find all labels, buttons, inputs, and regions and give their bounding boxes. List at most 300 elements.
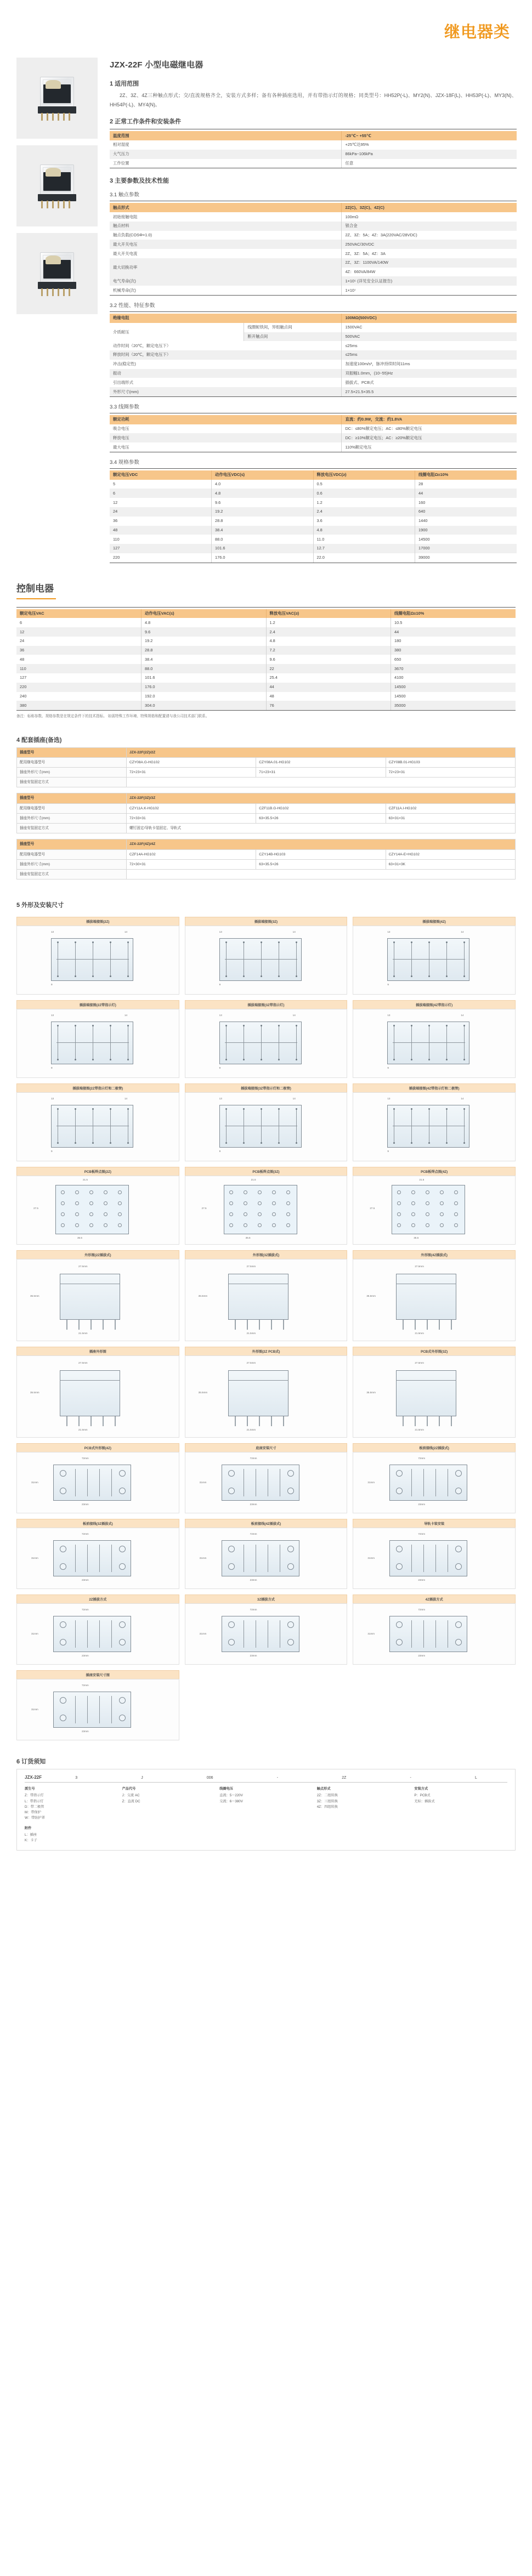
cell-value: 7.2: [266, 646, 391, 655]
dimension-drawing-caption: 4Z插拔方式: [353, 1595, 516, 1603]
cell-label: 最大电压: [110, 442, 342, 452]
cell-value: 2Z、3Z：5A；4Z：3A(220VAC/28VDC): [342, 231, 517, 240]
banner-title: 控制电器: [16, 583, 54, 594]
cell-value: 28.8: [142, 646, 267, 655]
dimension-drawing-cell: [353, 1083, 516, 1161]
cell-label: 大气压力: [110, 150, 342, 159]
dimension-drawing-caption: 插拔端接图(2Z带指示灯): [16, 1000, 179, 1009]
cell-value: 88.0: [212, 535, 314, 544]
table-row: [110, 286, 517, 295]
order-code-base: JZX-22F: [25, 1775, 42, 1780]
coil-params-table-wrap: [110, 413, 517, 452]
cell-value: CZY14B-HG103: [256, 849, 386, 859]
dimension-drawing-figure: 27.5mm 35.5mm 21.5mm: [16, 1355, 179, 1438]
relay-illustration-side-icon: [37, 162, 77, 209]
cell-label: 插座安装固定方式: [17, 778, 127, 787]
cell-value: 24: [110, 507, 212, 517]
cell-value: DC：≤80%额定电压；AC：≤80%额定电压: [342, 424, 517, 434]
cell-value: ≤25ms: [342, 341, 517, 350]
table-header-row: [110, 203, 517, 212]
table-row: [110, 159, 517, 168]
cell-value: 63×31×31: [386, 813, 515, 823]
dimension-drawing-figure: 72mm 31mm 23mm: [353, 1528, 516, 1589]
cell-value: 180: [391, 637, 516, 646]
table-row: [110, 498, 517, 507]
cell-value: 22: [266, 664, 391, 673]
table-header-row: [17, 839, 516, 849]
cell-value: 插拔式、PCB式: [342, 378, 517, 387]
cell-label: 最大开关电压: [110, 240, 342, 249]
dimension-drawing-figure: 27.5mm 35.5mm 21.5mm: [185, 1259, 348, 1341]
cell-label: 配用继电器型号: [17, 849, 127, 859]
ordering-legend-group: [25, 1826, 118, 1844]
performance-params-table-wrap: [110, 311, 517, 397]
ordering-legend-title: 线圈电压: [219, 1787, 233, 1791]
cell-value: 63×35.5×26: [256, 859, 386, 869]
dimension-drawing-figure: 13 14 9: [185, 1092, 348, 1161]
cell-value: 6: [110, 489, 212, 498]
dimension-drawing-cell: [353, 917, 516, 995]
cell-value: 2Z、3Z：5A；4Z：3A: [342, 249, 517, 258]
dimension-drawing-caption: 3Z插拔方式: [185, 1595, 348, 1603]
ordering-legend-item: P：PCB式: [414, 1794, 431, 1798]
cell-value: CZF11A.I-HG102: [386, 803, 515, 813]
cell-label: 释放电压: [110, 433, 342, 442]
table-row: [110, 360, 517, 369]
cell-value: CZY14A-E+HG102: [386, 849, 515, 859]
cell-label: 配用继电器型号: [17, 803, 127, 813]
dimension-drawing-caption: 插拔端接图(3Z带指示灯): [185, 1000, 348, 1009]
table-header-row: [110, 470, 517, 480]
order-code-part-5: 2Z: [342, 1776, 347, 1780]
cell-value: 220: [110, 553, 212, 563]
cell-value: CZY08A.01-HG102: [256, 757, 386, 767]
dimension-drawing-figure: 72mm 31mm 23mm: [353, 1452, 516, 1513]
table-row: [110, 240, 517, 249]
table-row: [17, 768, 516, 778]
dimension-drawing-caption: 插拔端接图(3Z带指示灯和二极管): [185, 1083, 348, 1092]
dimension-drawing-figure: 13 14 9: [185, 926, 348, 995]
cell-label: 外形尺寸(mm): [110, 387, 342, 396]
table-row: [110, 480, 517, 489]
table-row: [16, 655, 516, 664]
ordering-legend-item: L：插座: [25, 1832, 37, 1837]
cell-value: 0.6: [313, 489, 415, 498]
cell-value: 160: [415, 498, 517, 507]
section-5: [0, 885, 532, 909]
dimension-drawing-caption: 板前接线(3Z插拔式): [16, 1519, 179, 1528]
dimension-drawing-figure: 72mm 31mm 23mm: [16, 1679, 179, 1740]
order-code-part-7: L: [474, 1776, 477, 1780]
dimension-drawing-cell: [353, 1250, 516, 1341]
table-row: [110, 442, 517, 452]
dimension-drawing-caption: PCB板焊点图(4Z): [353, 1167, 516, 1176]
cell-value: 86kPa~106kPa: [342, 150, 517, 159]
cell-value: 304.0: [142, 701, 267, 710]
cell-value: 72×30×31: [126, 859, 256, 869]
cell-value: 71×23×31: [256, 768, 386, 778]
cell-value: 9.6: [142, 627, 267, 637]
table-row: [110, 140, 517, 150]
cell-value: 12: [110, 498, 212, 507]
table-row: [110, 350, 517, 360]
operating-conditions-table: [110, 131, 517, 168]
performance-params-table: [110, 314, 517, 397]
cell-value: 24: [16, 637, 142, 646]
dimension-drawing-figure: 72mm 31mm 23mm: [16, 1452, 179, 1513]
section-1-paragraph: 2Z、3Z、4Z三种触点形式；交/直流规格齐全，安装方式多样；备有各种插座选用，并有带指示灯的规格；同类型号：HH52P(-L)、MY2(N)、JZX-18F(L)、HH53P(-L)、MY3(N)、HH54P(-L)、MY4(N)。: [110, 93, 517, 107]
cell-value: 110: [16, 664, 142, 673]
table-row: [16, 664, 516, 673]
table-row: [110, 341, 517, 350]
dimension-drawing-caption: 插拔端接图(4Z带指示灯): [353, 1000, 516, 1009]
cell-value: 63×31×3K: [386, 859, 515, 869]
cell-label: 介质耐压: [110, 323, 244, 342]
col-coil-resistance: 线圈电阻Ω±10%: [391, 609, 516, 619]
ordering-legend-title: 附件: [25, 1826, 32, 1830]
dimension-drawing-caption: 板前接线(2Z插拔式): [353, 1443, 516, 1452]
table-row: [17, 859, 516, 869]
coil-params-table: [110, 415, 517, 452]
ordering-legend-item: 交流：6～380V: [219, 1799, 243, 1803]
table-row: [110, 378, 517, 387]
cell-value: 176.0: [142, 683, 267, 692]
dimension-drawing-figure: 13 14 9: [353, 1009, 516, 1078]
cell-value: 44: [266, 683, 391, 692]
table-row: [16, 692, 516, 701]
cell-value: 任意: [342, 159, 517, 168]
cell-value: 380: [16, 701, 142, 710]
dimension-drawing-cell: [185, 917, 348, 995]
socket-table-2z: [16, 747, 516, 788]
table-row: [16, 627, 516, 637]
dimension-drawing-cell: [185, 1000, 348, 1078]
table-row: [110, 150, 517, 159]
cell-value: 35000: [391, 701, 516, 710]
order-code-part-6: -: [410, 1776, 411, 1780]
dimension-drawing-cell: [16, 1670, 179, 1740]
cell-value: 3670: [391, 664, 516, 673]
cell-header-model: JZX-22F(2Z)/2Z: [126, 747, 515, 757]
ordering-legend-item: 无标：插拔式: [414, 1799, 435, 1803]
table-row: [17, 803, 516, 813]
cell-label: 插座外形尺寸(mm): [17, 813, 127, 823]
product-text-column: [110, 58, 517, 566]
cell-value: 28: [415, 480, 517, 489]
cell-value: +25℃达95%: [342, 140, 517, 150]
table-row: [16, 701, 516, 710]
cell-value: [126, 869, 515, 879]
ordering-legend-item: D：带二极管: [25, 1805, 44, 1809]
cell-label: 释放时间（20℃，额定电压下）: [110, 350, 342, 360]
cell-value: 127: [110, 544, 212, 553]
cell-value: 1900: [415, 526, 517, 535]
table-row: [110, 424, 517, 434]
table-row: [110, 212, 517, 222]
dimension-drawing-caption: 插拔端接图(4Z): [353, 917, 516, 926]
ordering-legend-item: M：带保护: [25, 1811, 41, 1815]
cell-value: CZF11B.G-HG102: [256, 803, 386, 813]
cell-value: 192.0: [142, 692, 267, 701]
cell-value: 4.8: [313, 526, 415, 535]
table-row: [17, 849, 516, 859]
cell-label: 插座外形尺寸(mm): [17, 768, 127, 778]
order-code-part-3: 006: [206, 1776, 213, 1780]
cell-value: 240: [16, 692, 142, 701]
dimension-drawing-caption: 板前接线(4Z插拔式): [185, 1519, 348, 1528]
table-row: [110, 526, 517, 535]
cell-value: 4.8: [266, 637, 391, 646]
cell-value: 27.5×21.5×35.5: [342, 387, 517, 396]
dimension-drawing-figure: 72mm 31mm 23mm: [16, 1528, 179, 1589]
cell-value: 380: [391, 646, 516, 655]
dimension-drawing-caption: 插座安装尺寸图: [16, 1670, 179, 1679]
cell-label: 引出端形式: [110, 378, 342, 387]
cell-value: 3.6: [313, 517, 415, 526]
ordering-legend-title: 产品代号: [122, 1787, 136, 1791]
cell-label: 插座安装固定方式: [17, 824, 127, 833]
cell-value: 4.8: [142, 618, 267, 627]
table-row: [17, 757, 516, 767]
product-photo-3: [16, 233, 98, 314]
ac-spec-body: [16, 618, 516, 710]
cell-value: 10.5: [391, 618, 516, 627]
table-row: [110, 369, 517, 378]
dimension-drawing-cell: [353, 1443, 516, 1513]
dimension-drawing-caption: 插拔端接图(4Z带指示灯和二极管): [353, 1083, 516, 1092]
cell-value: 48: [16, 655, 142, 664]
cell-label: 配用继电器型号: [17, 757, 127, 767]
cell-label: 吸合电压: [110, 424, 342, 434]
cell-value: 25.4: [266, 673, 391, 683]
section-2-title: 2 正常工作条件和安装条件: [110, 118, 182, 126]
ac-spec-table-wrap: [16, 607, 516, 711]
table-row: [110, 276, 517, 286]
cell-value: 36: [110, 517, 212, 526]
ordering-legend-item: J：交流 AC: [122, 1794, 140, 1798]
cell-value: DC：≥10%额定电压；AC：≥20%额定电压: [342, 433, 517, 442]
dimension-drawing-figure: 13 14 9: [16, 1092, 179, 1161]
section-3-4-title: 3.4 规格参数: [110, 459, 139, 466]
cell-label: 机械寿命(次): [110, 286, 342, 295]
table-header-row: [17, 793, 516, 803]
cell-value: 14500: [391, 692, 516, 701]
order-code-part-4: -: [276, 1776, 279, 1780]
dc-spec-table: [110, 470, 517, 563]
cell-value: 14500: [415, 535, 517, 544]
cell-label: 动作时间（20℃，额定电压下）: [110, 341, 342, 350]
table-row: [17, 824, 516, 833]
dimension-drawings-grid: [0, 912, 532, 1740]
cell-label: 最大开关电流: [110, 249, 342, 258]
ordering-legend-item: 3Z：三组转换: [316, 1799, 338, 1803]
table-row: [110, 231, 517, 240]
table-header-row: [110, 314, 517, 323]
col-label: 绝缘电阻: [110, 314, 342, 323]
ordering-legend-group: [317, 1786, 410, 1821]
dimension-drawing-cell: [16, 1443, 179, 1513]
section-3-3-title: 3.3 线圈参数: [110, 404, 139, 410]
dimension-drawing-cell: [185, 1347, 348, 1438]
cell-value: 2Z、3Z：1100VA/140W: [342, 258, 517, 268]
col-coil-resistance: 线圈电阻Ω±10%: [415, 470, 517, 480]
cell-value: 22.0: [313, 553, 415, 563]
col-label: 触点形式: [110, 203, 342, 212]
cell-value: 72×33×31: [126, 813, 256, 823]
cell-value: CZY08B.01-HG103: [386, 757, 515, 767]
cell-value: 银合金: [342, 222, 517, 231]
product-photo-column: [16, 58, 98, 566]
table-header-row: [110, 131, 517, 140]
table-header-row: [17, 747, 516, 757]
cell-sublabel: 线圈轭铁间，异组触点间: [244, 323, 342, 332]
table-row: [17, 813, 516, 823]
cell-value: 36: [16, 646, 142, 655]
ordering-legend-title: 派生号: [25, 1787, 35, 1791]
col-value: -25℃~ +55℃: [342, 131, 517, 140]
socket-table-3z: [16, 793, 516, 833]
cell-value: 14500: [391, 683, 516, 692]
table-row: [110, 553, 517, 563]
cell-label: 插座外形尺寸(mm): [17, 859, 127, 869]
order-code-part-2: J: [141, 1776, 143, 1780]
table-row: [110, 489, 517, 498]
ordering-legend-item: 直流：5～220V: [219, 1794, 243, 1798]
table-row: [110, 544, 517, 553]
dimension-drawing-figure: 21.5 27.5 35.5: [353, 1176, 516, 1245]
cell-value: 72×23×31: [386, 768, 515, 778]
cell-value: 250VAC/30VDC: [342, 240, 517, 249]
dimension-drawing-caption: PCB板焊点图(3Z): [185, 1167, 348, 1176]
ordering-legend-title: 安装方式: [414, 1787, 428, 1791]
table-row: [110, 222, 517, 231]
cell-value: 38.4: [212, 526, 314, 535]
dimension-drawing-cell: [16, 1000, 179, 1078]
cell-value: 101.6: [212, 544, 314, 553]
ordering-legend-item: W：带防护罩: [25, 1816, 45, 1820]
cell-value: 双振幅1.0mm，(10~55)Hz: [342, 369, 517, 378]
cell-value: 650: [391, 655, 516, 664]
cell-header-label: 插座型号: [17, 839, 127, 849]
col-pickup-voltage: 动作电压VAC(≤): [142, 609, 267, 619]
dimension-drawing-caption: 底座安装尺寸: [185, 1443, 348, 1452]
cell-value: 76: [266, 701, 391, 710]
dimension-drawing-cell: [16, 1595, 179, 1665]
dimension-drawing-cell: [185, 1519, 348, 1589]
cell-value: 19.2: [142, 637, 267, 646]
dimension-drawing-caption: 插拔端接图(2Z): [16, 917, 179, 926]
cell-value: 19.2: [212, 507, 314, 517]
dimension-drawing-caption: 外形图(2Z插拔式): [16, 1250, 179, 1259]
cell-value: 1440: [415, 517, 517, 526]
dimension-drawing-caption: 插拔端接图(2Z带指示灯和二极管): [16, 1083, 179, 1092]
table-row: [110, 258, 517, 268]
cell-value: 39000: [415, 553, 517, 563]
section-4-title: 4 配套插座(备选): [16, 736, 62, 744]
ac-spec-section: [0, 599, 532, 720]
ordering-legend-item: L：带指示灯: [25, 1799, 44, 1803]
cell-value: 加速度100m/s²，脉冲持续时间11ms: [342, 360, 517, 369]
section-banner: [0, 566, 532, 599]
dimension-drawing-figure: 27.5mm 35.5mm 21.5mm: [16, 1259, 179, 1341]
dimension-drawing-cell: [353, 1000, 516, 1078]
cell-value: 127: [16, 673, 142, 683]
col-value: 100MΩ(500VDC): [342, 314, 517, 323]
cell-value: 1.2: [313, 498, 415, 507]
order-code-part-1: 3: [75, 1776, 78, 1780]
cell-value: 1×10⁵ (详见安全认证报告): [342, 276, 517, 286]
cell-value: 2.4: [266, 627, 391, 637]
cell-value: 101.6: [142, 673, 267, 683]
dimension-drawing-figure: 72mm 31mm 23mm: [16, 1603, 179, 1665]
col-rated-voltage: 额定电压VDC: [110, 470, 212, 480]
table-row: [16, 637, 516, 646]
cell-value: 48: [266, 692, 391, 701]
cell-value: 640: [415, 507, 517, 517]
cell-label: 触点负载(COSΦ=1.0): [110, 231, 342, 240]
table-row: [16, 618, 516, 627]
table-row: [16, 683, 516, 692]
ordering-code-row: [25, 1775, 507, 1783]
dimension-drawing-figure: 13 14 9: [16, 926, 179, 995]
cell-label: 电气寿命(次): [110, 276, 342, 286]
socket-table-4z: [16, 839, 516, 880]
cell-value: 44: [391, 627, 516, 637]
cell-value: 1×10⁷: [342, 286, 517, 295]
cell-value: 9.6: [266, 655, 391, 664]
cell-value: 11.0: [313, 535, 415, 544]
dimension-drawing-cell: [16, 917, 179, 995]
col-rated-voltage: 额定电压VAC: [16, 609, 142, 619]
table-row: [110, 517, 517, 526]
cell-value: 螺钉固定/导轨卡装固定、导轨式: [126, 824, 515, 833]
dimension-drawing-cell: [16, 1083, 179, 1161]
cell-value: 4.8: [212, 489, 314, 498]
ordering-legend-item: 4Z：四组转换: [316, 1805, 338, 1809]
col-pickup-voltage: 动作电压VDC(≤): [212, 470, 314, 480]
dimension-drawing-cell: [16, 1519, 179, 1589]
table-header-row: [110, 415, 517, 424]
dimension-drawing-caption: 外形图(3Z插拔式): [185, 1250, 348, 1259]
table-row: [110, 249, 517, 258]
table-row: [110, 387, 517, 396]
section-5-title: 5 外形及安装尺寸: [16, 902, 64, 909]
cell-value: 1.2: [266, 618, 391, 627]
dimension-drawing-cell: [16, 1167, 179, 1245]
ordering-legend-item: Z：带指示灯: [25, 1794, 44, 1798]
ordering-legend-title: 触点形式: [316, 1787, 331, 1791]
dimension-drawing-figure: 72mm 31mm 23mm: [185, 1528, 348, 1589]
table-row: [17, 778, 516, 787]
cell-label: 初始接触电阻: [110, 212, 342, 222]
cell-header-model: JZX-22F(4Z)/4Z: [126, 839, 515, 849]
cell-value: 5: [110, 480, 212, 489]
cell-label: 最大切换功率: [110, 258, 342, 277]
relay-illustration-multi-icon: [37, 250, 77, 297]
dimension-drawing-figure: 13 14 9: [353, 926, 516, 995]
cell-value: 38.4: [142, 655, 267, 664]
cell-value: 110: [110, 535, 212, 544]
dimension-drawing-caption: 导轨卡装安装: [353, 1519, 516, 1528]
cell-label: 插座安装固定方式: [17, 869, 127, 879]
section-1-title: 1 适用范围: [110, 81, 139, 87]
table-row: [110, 433, 517, 442]
ordering-legend-item: 2Z：二组转换: [316, 1794, 338, 1798]
category-title: 继电器类: [444, 24, 510, 41]
col-release-voltage: 释放电压VAC(≥): [266, 609, 391, 619]
col-label: 温度范围: [110, 131, 342, 140]
table-row: [16, 646, 516, 655]
